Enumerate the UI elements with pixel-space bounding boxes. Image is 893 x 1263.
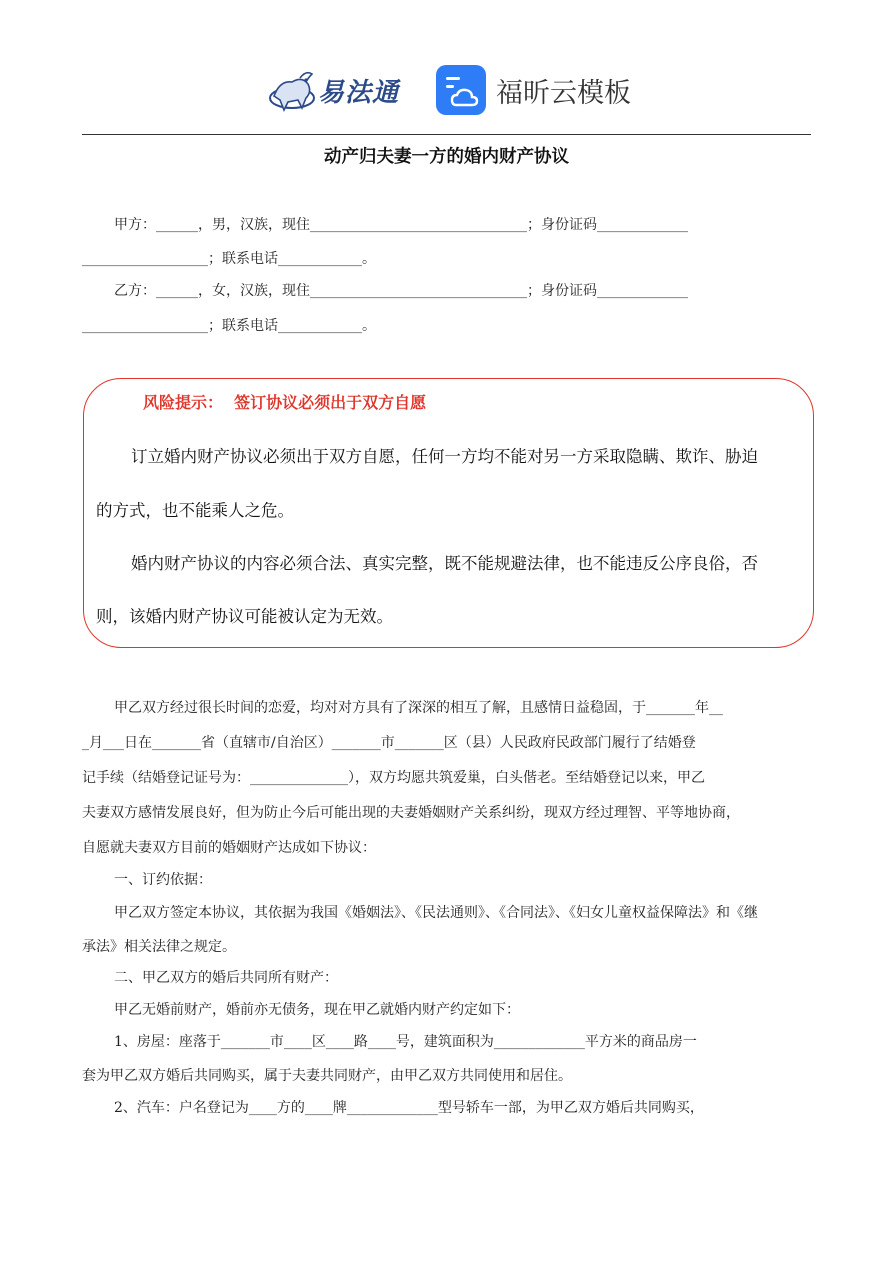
body-line-3: 记手续（结婚登记证号为：______________），双方均愿共筑爱巢，白头偕老。至结婚登记以来，甲乙 <box>82 770 705 786</box>
risk-paragraph-1-line-2: 的方式，也不能乘人之危。 <box>96 501 294 520</box>
page-header <box>0 55 893 125</box>
fuxin-cloud-icon <box>436 65 486 115</box>
body-line-8: 承法》相关法律之规定。 <box>82 939 236 955</box>
party-b-line-2: __________________；联系电话____________。 <box>82 318 376 334</box>
risk-paragraph-2-line-1: 婚内财产协议的内容必须合法、真实完整，既不能规避法律，也不能违反公序良俗，否 <box>131 554 758 573</box>
section-1-heading: 一、订约依据： <box>114 872 212 888</box>
risk-warning-title: 风险提示： 签订协议必须出于双方自愿 <box>143 393 427 412</box>
fuxin-logo <box>436 65 631 115</box>
yifatong-logo <box>262 61 422 119</box>
risk-paragraph-2-line-2: 则，该婚内财产协议可能被认定为无效。 <box>96 607 393 626</box>
body-line-2: _月___日在_______省（直辖市/自治区）_______市_______区（县）人民政府民政部门履行了结婚登 <box>82 735 696 751</box>
header-divider <box>82 134 811 135</box>
body-line-11: 1、房屋：座落于_______市____区____路____号，建筑面积为_____________平方米的商品房一 <box>114 1034 697 1050</box>
body-line-5: 自愿就夫妻双方目前的婚姻财产达成如下协议： <box>82 840 376 856</box>
document-title: 动产归夫妻一方的婚内财产协议 <box>324 147 569 167</box>
body-line-4: 夫妻双方感情发展良好，但为防止今后可能出现的夫妻婚姻财产关系纠纷，现双方经过理智、平等地协商， <box>82 805 740 821</box>
body-line-1: 甲乙双方经过很长时间的恋爱，均对对方具有了深深的相互了解，且感情日益稳固，于_______年__ <box>114 700 723 716</box>
body-line-13: 2、汽车：户名登记为____方的____牌_____________型号轿车一部，为甲乙双方婚后共同购买， <box>114 1100 704 1116</box>
section-2-heading: 二、甲乙双方的婚后共同所有财产： <box>114 970 338 986</box>
fuxin-logo-text: 福昕云模板 <box>496 77 631 109</box>
body-line-10: 甲乙无婚前财产，婚前亦无债务，现在甲乙就婚内财产约定如下： <box>114 1002 520 1018</box>
yifatong-logo-text: 易法通 <box>318 77 400 108</box>
body-line-7: 甲乙双方签定本协议，其依据为我国《婚姻法》、《民法通则》、《合同法》、《妇女儿童权益保障法》和《继 <box>114 905 758 921</box>
risk-paragraph-1-line-1: 订立婚内财产协议必须出于双方自愿，任何一方均不能对另一方采取隐瞒、欺诈、胁迫 <box>131 447 758 466</box>
qilin-emblem-icon <box>262 62 322 118</box>
party-a-line-2: __________________；联系电话____________。 <box>82 251 376 267</box>
party-b-line-1: 乙方：______，女，汉族，现住_______________________________；身份证码_____________ <box>114 283 688 299</box>
body-line-12: 套为甲乙双方婚后共同购买，属于夫妻共同财产，由甲乙双方共同使用和居住。 <box>82 1068 572 1084</box>
party-a-line-1: 甲方：______，男，汉族，现住_______________________________；身份证码_____________ <box>114 217 688 233</box>
